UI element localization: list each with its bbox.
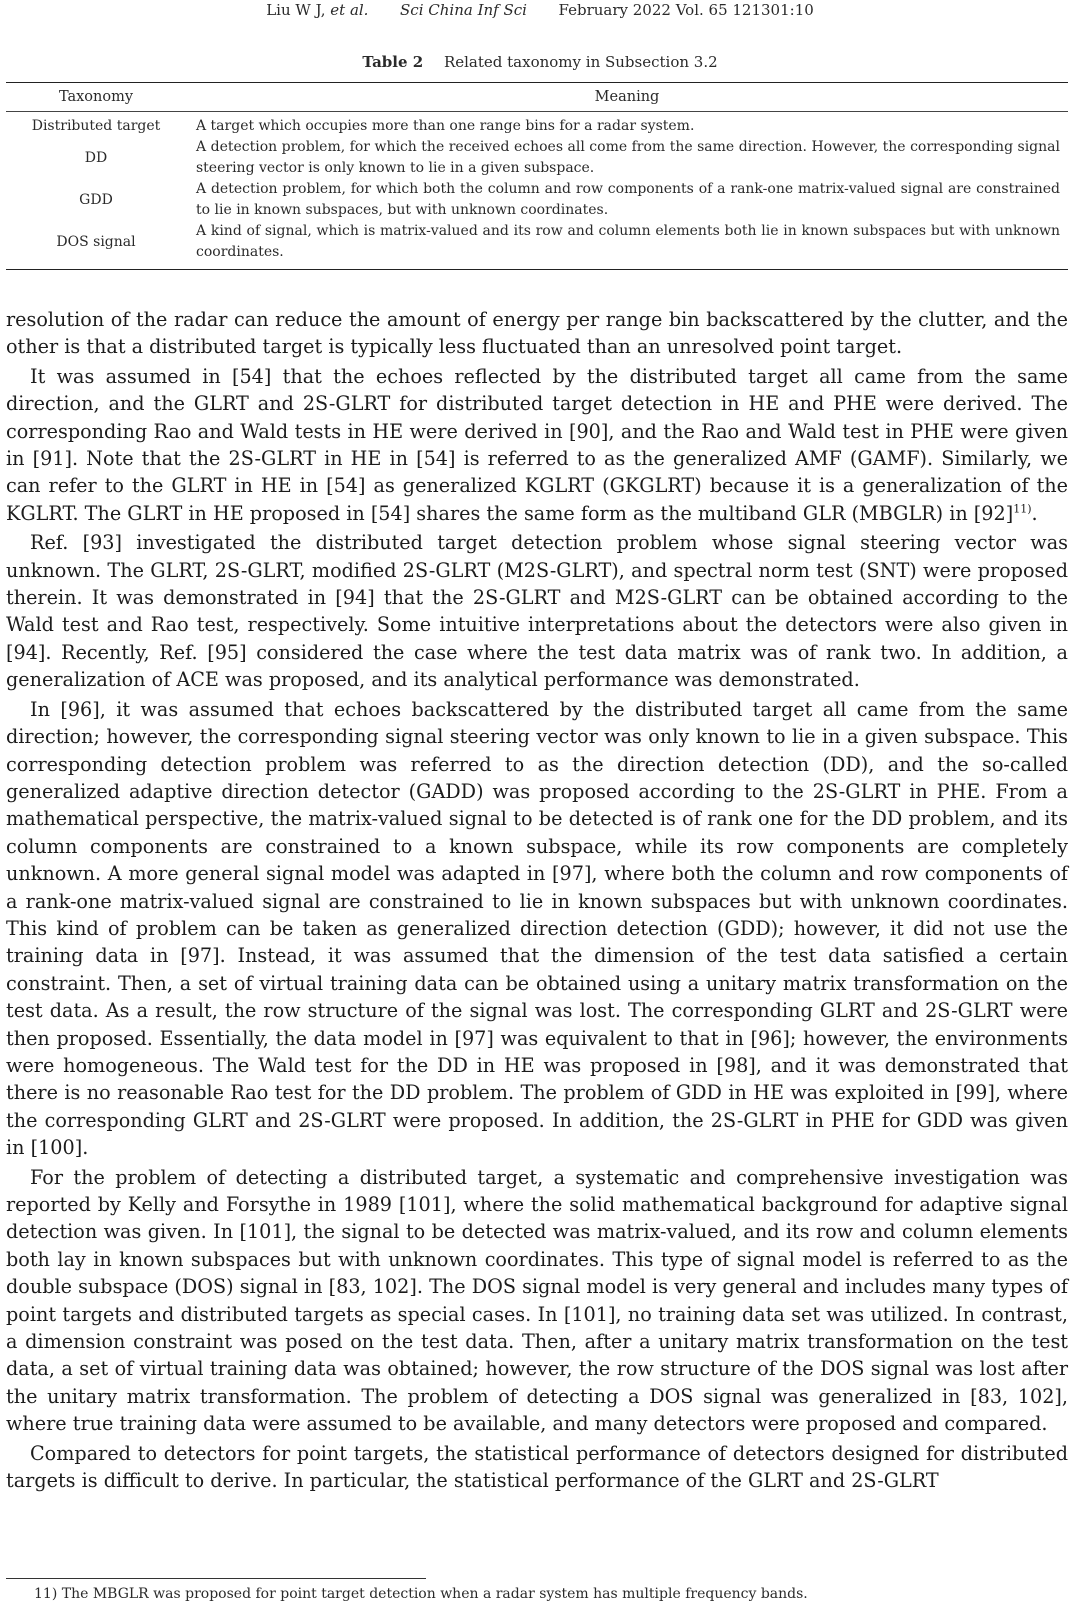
footnote-marker: 11) (1013, 502, 1032, 516)
running-head (0, 0, 1080, 20)
paragraph-1: resolution of the radar can reduce the amount of energy per range bin backscattered by the clutter, and the other is that a distributed target is typically less fluctuated than an unresolved point target. (6, 308, 1068, 359)
table-cell-meaning: A detection problem, for which the received echoes all come from the same direction. However, the corresponding signal steering vector is only known to lie in a given subspace. (196, 139, 1060, 176)
body-text (6, 306, 1068, 1496)
footnote: 11) The MBGLR was proposed for point target detection when a radar system has multiple frequency bands. (34, 1586, 808, 1602)
table-header-row (6, 83, 1068, 111)
table-cell-meaning: A detection problem, for which both the column and row components of a rank-one matrix-valued signal are constrained to lie in known subspaces, but with unknown coordinates. (196, 181, 1060, 218)
table-caption (0, 53, 1080, 71)
table-bottom-rule (6, 269, 1068, 270)
table-header-meaning: Meaning (594, 89, 660, 105)
table-cell-meaning: A target which occupies more than one range bins for a radar system. (196, 118, 695, 134)
paragraph-4: In [96], it was assumed that echoes backscattered by the distributed target all came from the same direction; however, the corresponding signal steering vector was only known to lie in a given subspace. This corresponding detection problem was referred to as the direction detection (DD), and the so-called generalized adaptive direction detector (GADD) was proposed according to the 2S-GLRT in PHE. From a mathematical perspective, the matrix-valued signal to be detected is of rank one for the DD problem, and its column components are constrained to a known subspace, while its row components are completely unknown. A more general signal model was adapted in [97], where both the column and row components of a rank-one matrix-valued signal are constrained to lie in known subspaces but with unknown coordinates. This kind of problem can be taken as generalized direction detection (GDD); however, it did not use the training data in [97]. Instead, it was assumed that the dimension of the test data satisfied a certain constraint. Then, a set of virtual training data can be obtained using a unitary matrix transformation on the test data. As a result, the row structure of the signal was lost. The corresponding GLRT and 2S-GLRT were then proposed. Essentially, the data model in [97] was equivalent to that in [96]; however, the environments were homogeneous. The Wald test for the DD in HE was proposed in [98], and it was demonstrated that there is no reasonable Rao test for the DD problem. The problem of GDD in HE was exploited in [99], where the corresponding GLRT and 2S-GLRT were proposed. In addition, the 2S-GLRT in PHE for GDD was given in [100]. (6, 697, 1068, 1160)
table-cell-meaning: A kind of signal, which is matrix-valued and its row and column elements both lie in known subspaces but with unknown coordinates. (196, 223, 1060, 260)
paragraph-6: Compared to detectors for point targets, the statistical performance of detectors designed for distributed targets is difficult to derive. In particular, the statistical performance of the GLRT and 2S-GLRT (6, 1441, 1068, 1493)
table-row (6, 137, 1068, 179)
header-issue: February 2022 Vol. 65 121301:10 (558, 1, 814, 19)
table-label: Table 2 (362, 53, 424, 71)
paragraph-2 (6, 363, 1068, 527)
paragraph-2-end: . (1031, 501, 1038, 525)
table-header-taxonomy: Taxonomy (58, 89, 134, 105)
table-body (6, 112, 1068, 269)
header-etal: et al. (330, 1, 369, 19)
paragraph-2-text: It was assumed in [54] that the echoes reflected by the distributed target all came from the same direction, and the GLRT and 2S-GLRT for distributed target detection in HE and PHE were derived. The corresponding Rao and Wald tests in HE were derived in [90], and the Rao and Wald test in PHE were given in [91]. Note that the 2S-GLRT in HE in [54] is referred to as the generalized AMF (GAMF). Similarly, we can refer to the GLRT in HE in [54] as generalized KGLRT (GKGLRT) because it is a generalization of the KGLRT. The GLRT in HE proposed in [54] shares the same form as the multiband GLR (MBGLR) in [92] (6, 364, 1068, 525)
table-caption-text: Related taxonomy in Subsection 3.2 (443, 53, 718, 71)
footnote-rule (6, 1578, 426, 1579)
table-cell-term: DOS signal (56, 233, 136, 250)
table-cell-term: Distributed target (31, 118, 161, 134)
table-row (6, 179, 1068, 221)
paragraph-5: For the problem of detecting a distributed target, a systematic and comprehensive investigation was reported by Kelly and Forsythe in 1989 [101], where the solid mathematical background for adaptive signal detection was given. In [101], the signal to be detected was matrix-valued, and its row and column elements both lay in known subspaces but with unknown coordinates. This type of signal model is referred to as the double subspace (DOS) signal in [83, 102]. The DOS signal model is very general and includes many types of point targets and distributed targets as special cases. In [101], no training data set was utilized. In contrast, a dimension constraint was posed on the test data. Then, after a unitary matrix transformation on the test data, a set of virtual training data was obtained; however, the row structure of the DOS signal was lost after the unitary matrix transformation. The problem of detecting a DOS signal was generalized in [83, 102], where true training data were assumed to be available, and many detectors were proposed and compared. (6, 1165, 1068, 1436)
header-authors: Liu W J, (266, 1, 326, 19)
table-row (6, 221, 1068, 263)
taxonomy-table (6, 82, 1068, 270)
table-row (6, 116, 1068, 137)
header-journal: Sci China Inf Sci (400, 1, 527, 19)
paragraph-3: Ref. [93] investigated the distributed target detection problem whose signal steering vector was unknown. The GLRT, 2S-GLRT, modified 2S-GLRT (M2S-GLRT), and spectral norm test (SNT) were proposed therein. It was demonstrated in [94] that the 2S-GLRT and M2S-GLRT can be obtained according to the Wald test and Rao test, respectively. Some intuitive interpretations about the detectors were also given in [94]. Recently, Ref. [95] considered the case where the test data matrix was of rank two. In addition, a generalization of ACE was proposed, and its analytical performance was demonstrated. (6, 531, 1068, 692)
table-cell-term: GDD (79, 191, 113, 208)
table-cell-term: DD (84, 149, 108, 166)
